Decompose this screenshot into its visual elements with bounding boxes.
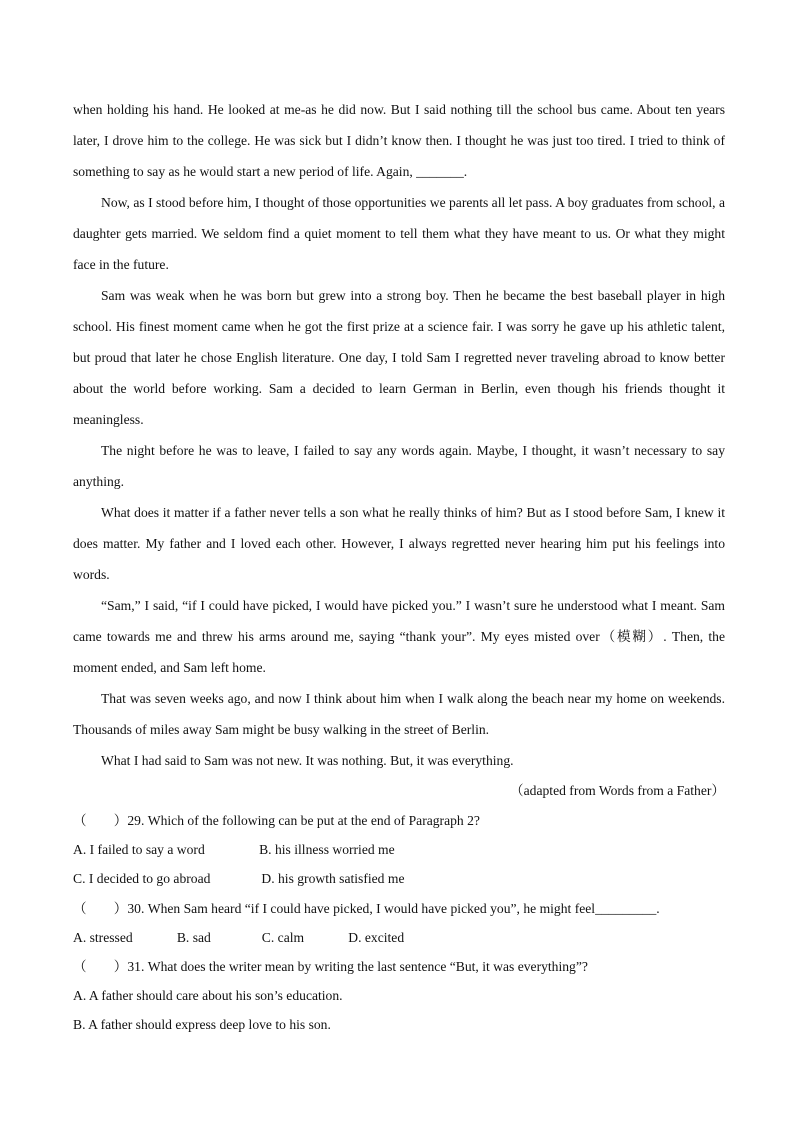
question-29 xyxy=(73,806,725,894)
passage-paragraph-5: What does it matter if a father never tells a son what he really thinks of him? But as I stood before Sam, I knew it does matter. My father and I loved each other. However, I always regretted never hearing him put his feelings into words. xyxy=(73,505,725,582)
question-30-options: A. stressed B. sad C. calm D. excited xyxy=(73,929,405,945)
passage-paragraph-2: Now, as I stood before him, I thought of those opportunities we parents all let pass. A boy graduates from school, a daughter gets married. We seldom find a quiet moment to tell them what they have meant to us. Or what they might face in the future. xyxy=(73,195,725,272)
passage-paragraph-8: What I had said to Sam was not new. It was nothing. But, it was everything. xyxy=(101,753,514,768)
passage-paragraph-1: when holding his hand. He looked at me-as he did now. But I said nothing till the school bus came. About ten years later, I drove him to the college. He was sick but I didn’t know then. I thought he was just too tired. I tried to think of something to say as he would start a new period of life. Again, _______. xyxy=(73,102,725,179)
question-29-options-cd: C. I decided to go abroad D. his growth satisfied me xyxy=(73,871,405,887)
question-31-option-b: B. A father should express deep love to his son. xyxy=(73,1017,331,1033)
question-31-stem: （ ）31. What does the writer mean by writing the last sentence “But, it was everything”? xyxy=(73,959,588,975)
passage-paragraph-3: Sam was weak when he was born but grew into a strong boy. Then he became the best baseball player in high school. His finest moment came when he got the first prize at a science fair. I was sorry he gave up his athletic talent, but proud that later he chose English literature. One day, I told Sam I regretted never traveling abroad to know better about the world before working. Sam a decided to learn German in Berlin, even though his friends thought it meaningless. xyxy=(73,288,725,427)
passage-paragraph-7: That was seven weeks ago, and now I think about him when I walk along the beach near my home on weekends. Thousands of miles away Sam might be busy walking in the street of Berlin. xyxy=(73,691,725,737)
question-29-stem: （ ）29. Which of the following can be put at the end of Paragraph 2? xyxy=(73,813,480,828)
passage-paragraph-4: The night before he was to leave, I failed to say any words again. Maybe, I thought, it wasn’t necessary to say anything. xyxy=(73,443,725,489)
passage-paragraph-6: “Sam,” I said, “if I could have picked, I would have picked you.” I wasn’t sure he understood what I meant. Sam came towards me and threw his arms around me, saying “thank your”. My eyes misted over（模糊）. Then, the moment ended, and Sam left home. xyxy=(73,598,726,675)
question-31 xyxy=(73,952,725,1040)
question-29-options-ab: A. I failed to say a word B. his illness worried me xyxy=(73,842,395,858)
passage-source: （adapted from Words from a Father） xyxy=(510,783,725,798)
question-30 xyxy=(73,894,725,952)
document-page xyxy=(73,94,725,1040)
question-30-stem: （ ）30. When Sam heard “if I could have picked, I would have picked you”, he might feel_________. xyxy=(73,900,660,916)
question-31-option-a: A. A father should care about his son’s education. xyxy=(73,988,343,1004)
